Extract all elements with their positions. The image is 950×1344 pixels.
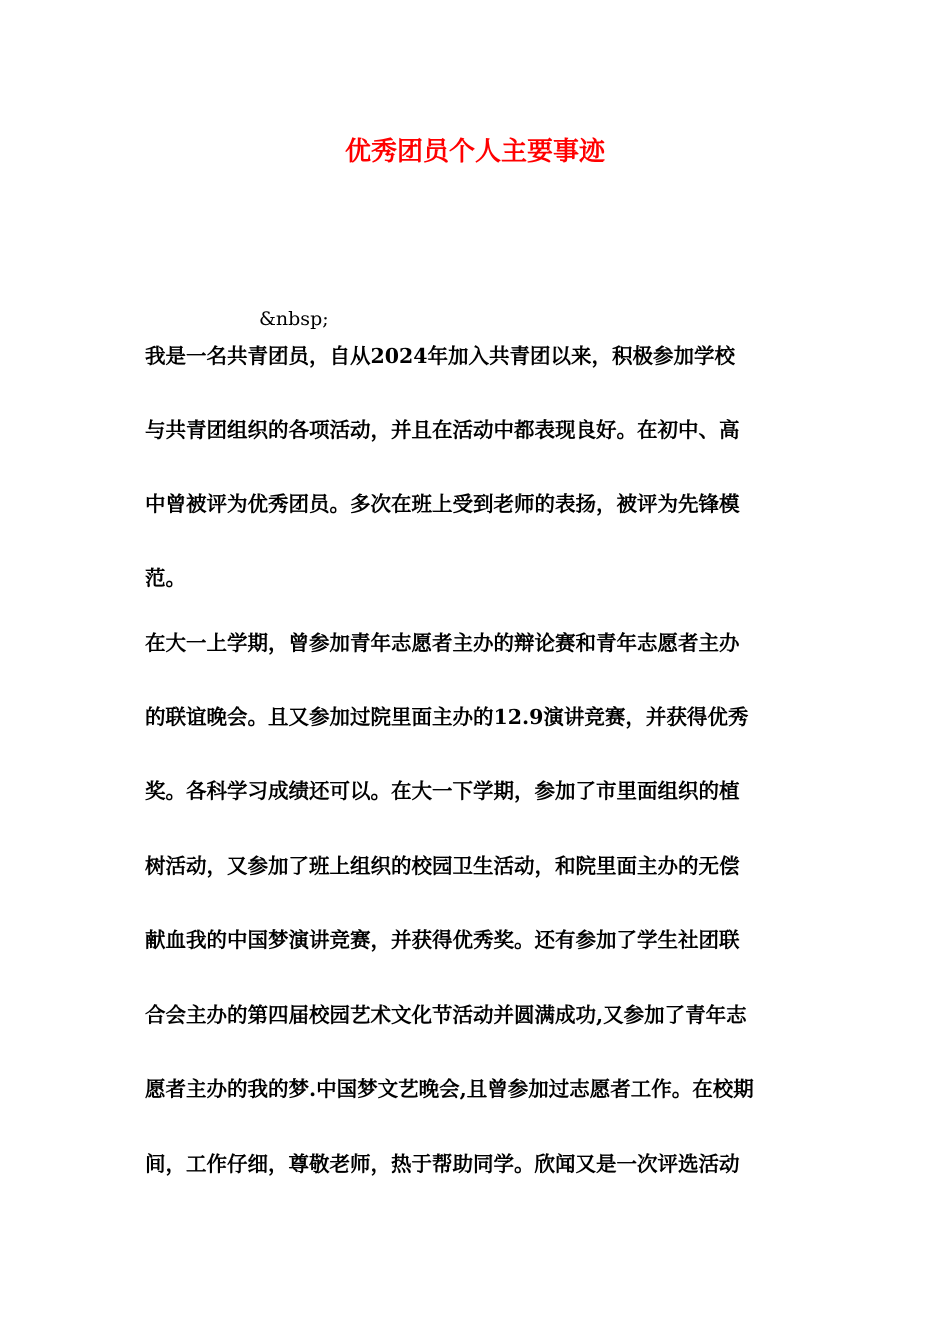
body-line-2: 与共青团组织的各项活动，并且在活动中都表现良好。在初中、高 xyxy=(145,418,740,442)
nbsp-marker: &nbsp; xyxy=(259,308,329,330)
body-line-3: 中曾被评为优秀团员。多次在班上受到老师的表扬，被评为先锋模 xyxy=(145,492,740,516)
body-line-5: 在大一上学期，曾参加青年志愿者主办的辩论赛和青年志愿者主办 xyxy=(145,631,740,655)
body-line-10: 合会主办的第四届校园艺术文化节活动并圆满成功,又参加了青年志 xyxy=(145,1003,747,1027)
body-line-1: 我是一名共青团员，自从2024年加入共青团以来，积极参加学校 xyxy=(145,344,736,368)
body-line-9: 献血我的中国梦演讲竞赛，并获得优秀奖。还有参加了学生社团联 xyxy=(145,928,740,952)
body-line-12: 间，工作仔细，尊敬老师，热于帮助同学。欣闻又是一次评选活动 xyxy=(145,1152,740,1176)
body-line-4: 范。 xyxy=(145,566,186,590)
body-line-11: 愿者主办的我的梦.中国梦文艺晚会,且曾参加过志愿者工作。在校期 xyxy=(145,1077,754,1101)
document-title: 优秀团员个人主要事迹 xyxy=(344,137,605,167)
body-line-7: 奖。各科学习成绩还可以。在大一下学期，参加了市里面组织的植 xyxy=(145,779,740,803)
body-line-8: 树活动，又参加了班上组织的校园卫生活动，和院里面主办的无偿 xyxy=(145,854,740,878)
body-line-6: 的联谊晚会。且又参加过院里面主办的12.9演讲竞赛，并获得优秀 xyxy=(145,705,749,729)
